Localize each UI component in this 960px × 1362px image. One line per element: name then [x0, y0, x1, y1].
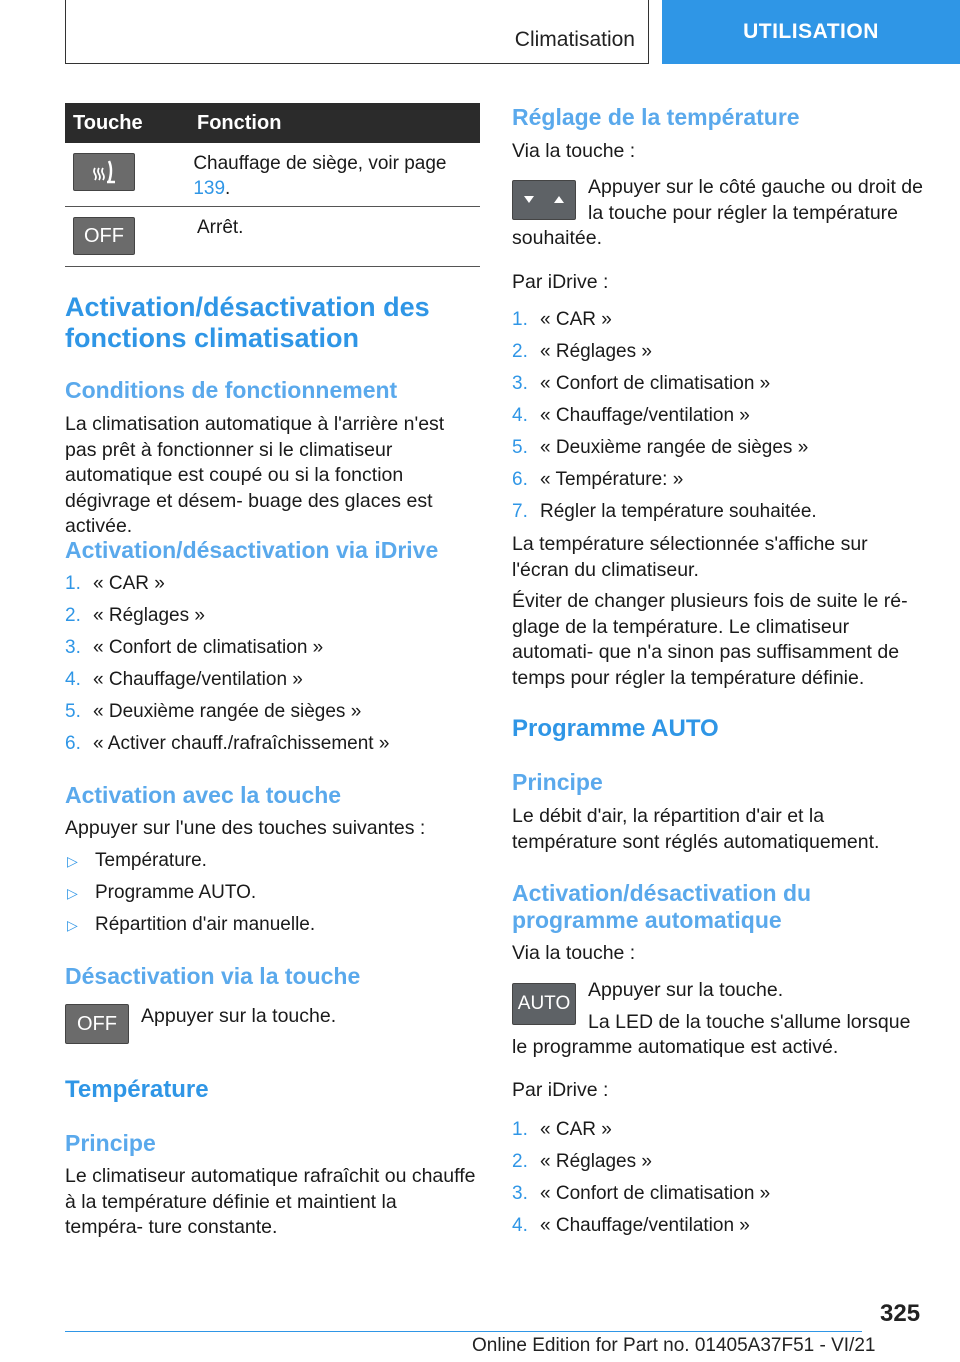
list-item: 5. « Deuxième rangée de sièges » [65, 701, 362, 722]
idrive-steps [65, 568, 480, 760]
seat-heating-icon [73, 153, 135, 191]
list-item: 1. « CAR » [512, 309, 612, 330]
paragraph-deactivation: Appuyer sur la touche. [141, 1005, 337, 1027]
function-table [65, 103, 480, 267]
table-row [65, 143, 480, 207]
par-idrive-label: Par iDrive : [512, 271, 609, 293]
off-button-icon: OFF [73, 217, 135, 255]
temperature-steps [512, 304, 927, 528]
heading-programme-auto: Programme AUTO [512, 715, 719, 742]
list-item: 3. « Confort de climatisation » [65, 637, 324, 658]
function-text: Arrêt. [197, 217, 244, 238]
heading-activation: Activation/désactivation des fonctions climatisation [65, 292, 430, 353]
off-button-icon: OFF [65, 1004, 129, 1044]
par-idrive-label: Par iDrive : [512, 1079, 609, 1101]
function-text: Chauffage de siège, voir page 139. [193, 153, 447, 199]
temperature-arrows-icon [512, 180, 576, 220]
heading-idrive: Activation/désactivation via iDrive [65, 537, 439, 563]
page-link[interactable]: 139 [193, 178, 226, 199]
triangle-bullet-icon: ▷ [67, 885, 78, 901]
footer-divider [65, 1331, 862, 1332]
list-item: 6. « Température: » [512, 469, 684, 490]
page-number: 325 [880, 1300, 921, 1327]
list-item: 7. Régler la température souhaitée. [512, 501, 817, 522]
list-item: 2. « Réglages » [65, 605, 205, 626]
paragraph-principe-auto: Le débit d'air, la répartition d'air et la température sont réglés automatiquement. [512, 805, 880, 853]
chapter-tab: UTILISATION [662, 0, 960, 64]
via-touche-label: Via la touche : [512, 942, 636, 964]
paragraph-eviter: Éviter de changer plusieurs fois de suite le ré‐ glage de la température. Le climatiseur automati‐ que n'a sinon pas suffisamment de temps pour régler la température définie. [512, 590, 908, 689]
button-list [65, 845, 480, 941]
heading-principe-auto: Principe [512, 769, 603, 795]
triangle-bullet-icon: ▷ [67, 917, 78, 933]
list-item: ▷ Répartition d'air manuelle. [65, 909, 480, 941]
table-header [65, 103, 480, 143]
list-item: 4. « Chauffage/ventilation » [512, 405, 750, 426]
paragraph-ecran: La température sélectionnée s'affiche sur l'écran du climatiseur. [512, 533, 868, 581]
heading-principe: Principe [65, 1130, 156, 1156]
list-item: 6. « Activer chauff./rafraîchissement » [65, 733, 390, 754]
triangle-bullet-icon: ▷ [67, 853, 78, 869]
list-item: 4. « Chauffage/ventilation » [65, 669, 303, 690]
edition-footer: Online Edition for Part no. 01405A37F51 - VI/21 [472, 1335, 876, 1356]
via-touche-label: Via la touche : [512, 140, 636, 162]
heading-reglage: Réglage de la température [512, 104, 800, 130]
list-item: 5. « Deuxième rangée de sièges » [512, 437, 809, 458]
paragraph-auto-press: Appuyer sur la touche. [588, 979, 784, 1001]
list-item: ▷ Programme AUTO. [65, 877, 480, 909]
heading-deactivation: Désactivation via la touche [65, 963, 361, 989]
paragraph-conditions: La climatisation automatique à l'arrière n'est pas prêt à fonctionner si le climatiseur automatique est coupé ou si la fonction dégivrage et désem‐ buage des glaces est activée. [65, 413, 445, 537]
paragraph-principe: Le climatiseur automatique rafraîchit ou chauffe à la température définie et maintient la tempéra‐ ture constante. [65, 1165, 476, 1238]
list-item: 3. « Confort de climatisation » [512, 373, 771, 394]
list-item: 3. « Confort de climatisation » [512, 1183, 771, 1204]
list-item: 1. « CAR » [512, 1119, 612, 1140]
table-row [65, 207, 480, 267]
paragraph-auto-led: La LED de la touche s'allume lorsque le programme automatique est activé. [512, 1010, 911, 1058]
auto-button-icon: AUTO [512, 983, 576, 1025]
list-item: 2. « Réglages » [512, 341, 652, 362]
col-key-header: Touche [73, 111, 143, 134]
list-item: 2. « Réglages » [512, 1151, 652, 1172]
list-item: 4. « Chauffage/ventilation » [512, 1215, 750, 1236]
list-item: 1. « CAR » [65, 573, 165, 594]
heading-activation-auto: Activation/désactivation du programme automatique [512, 880, 812, 933]
section-title: Climatisation [514, 28, 635, 51]
col-function-header: Fonction [197, 111, 282, 134]
heading-button: Activation avec la touche [65, 782, 342, 808]
paragraph-arrows: Appuyer sur le côté gauche ou droit de la touche pour régler la température souhaitée. [512, 176, 923, 249]
paragraph-button: Appuyer sur l'une des touches suivantes : [65, 817, 426, 839]
auto-steps [512, 1114, 927, 1242]
list-item: ▷ Température. [65, 845, 480, 877]
heading-temperature: Température [65, 1076, 209, 1103]
heading-conditions: Conditions de fonctionnement [65, 377, 398, 403]
